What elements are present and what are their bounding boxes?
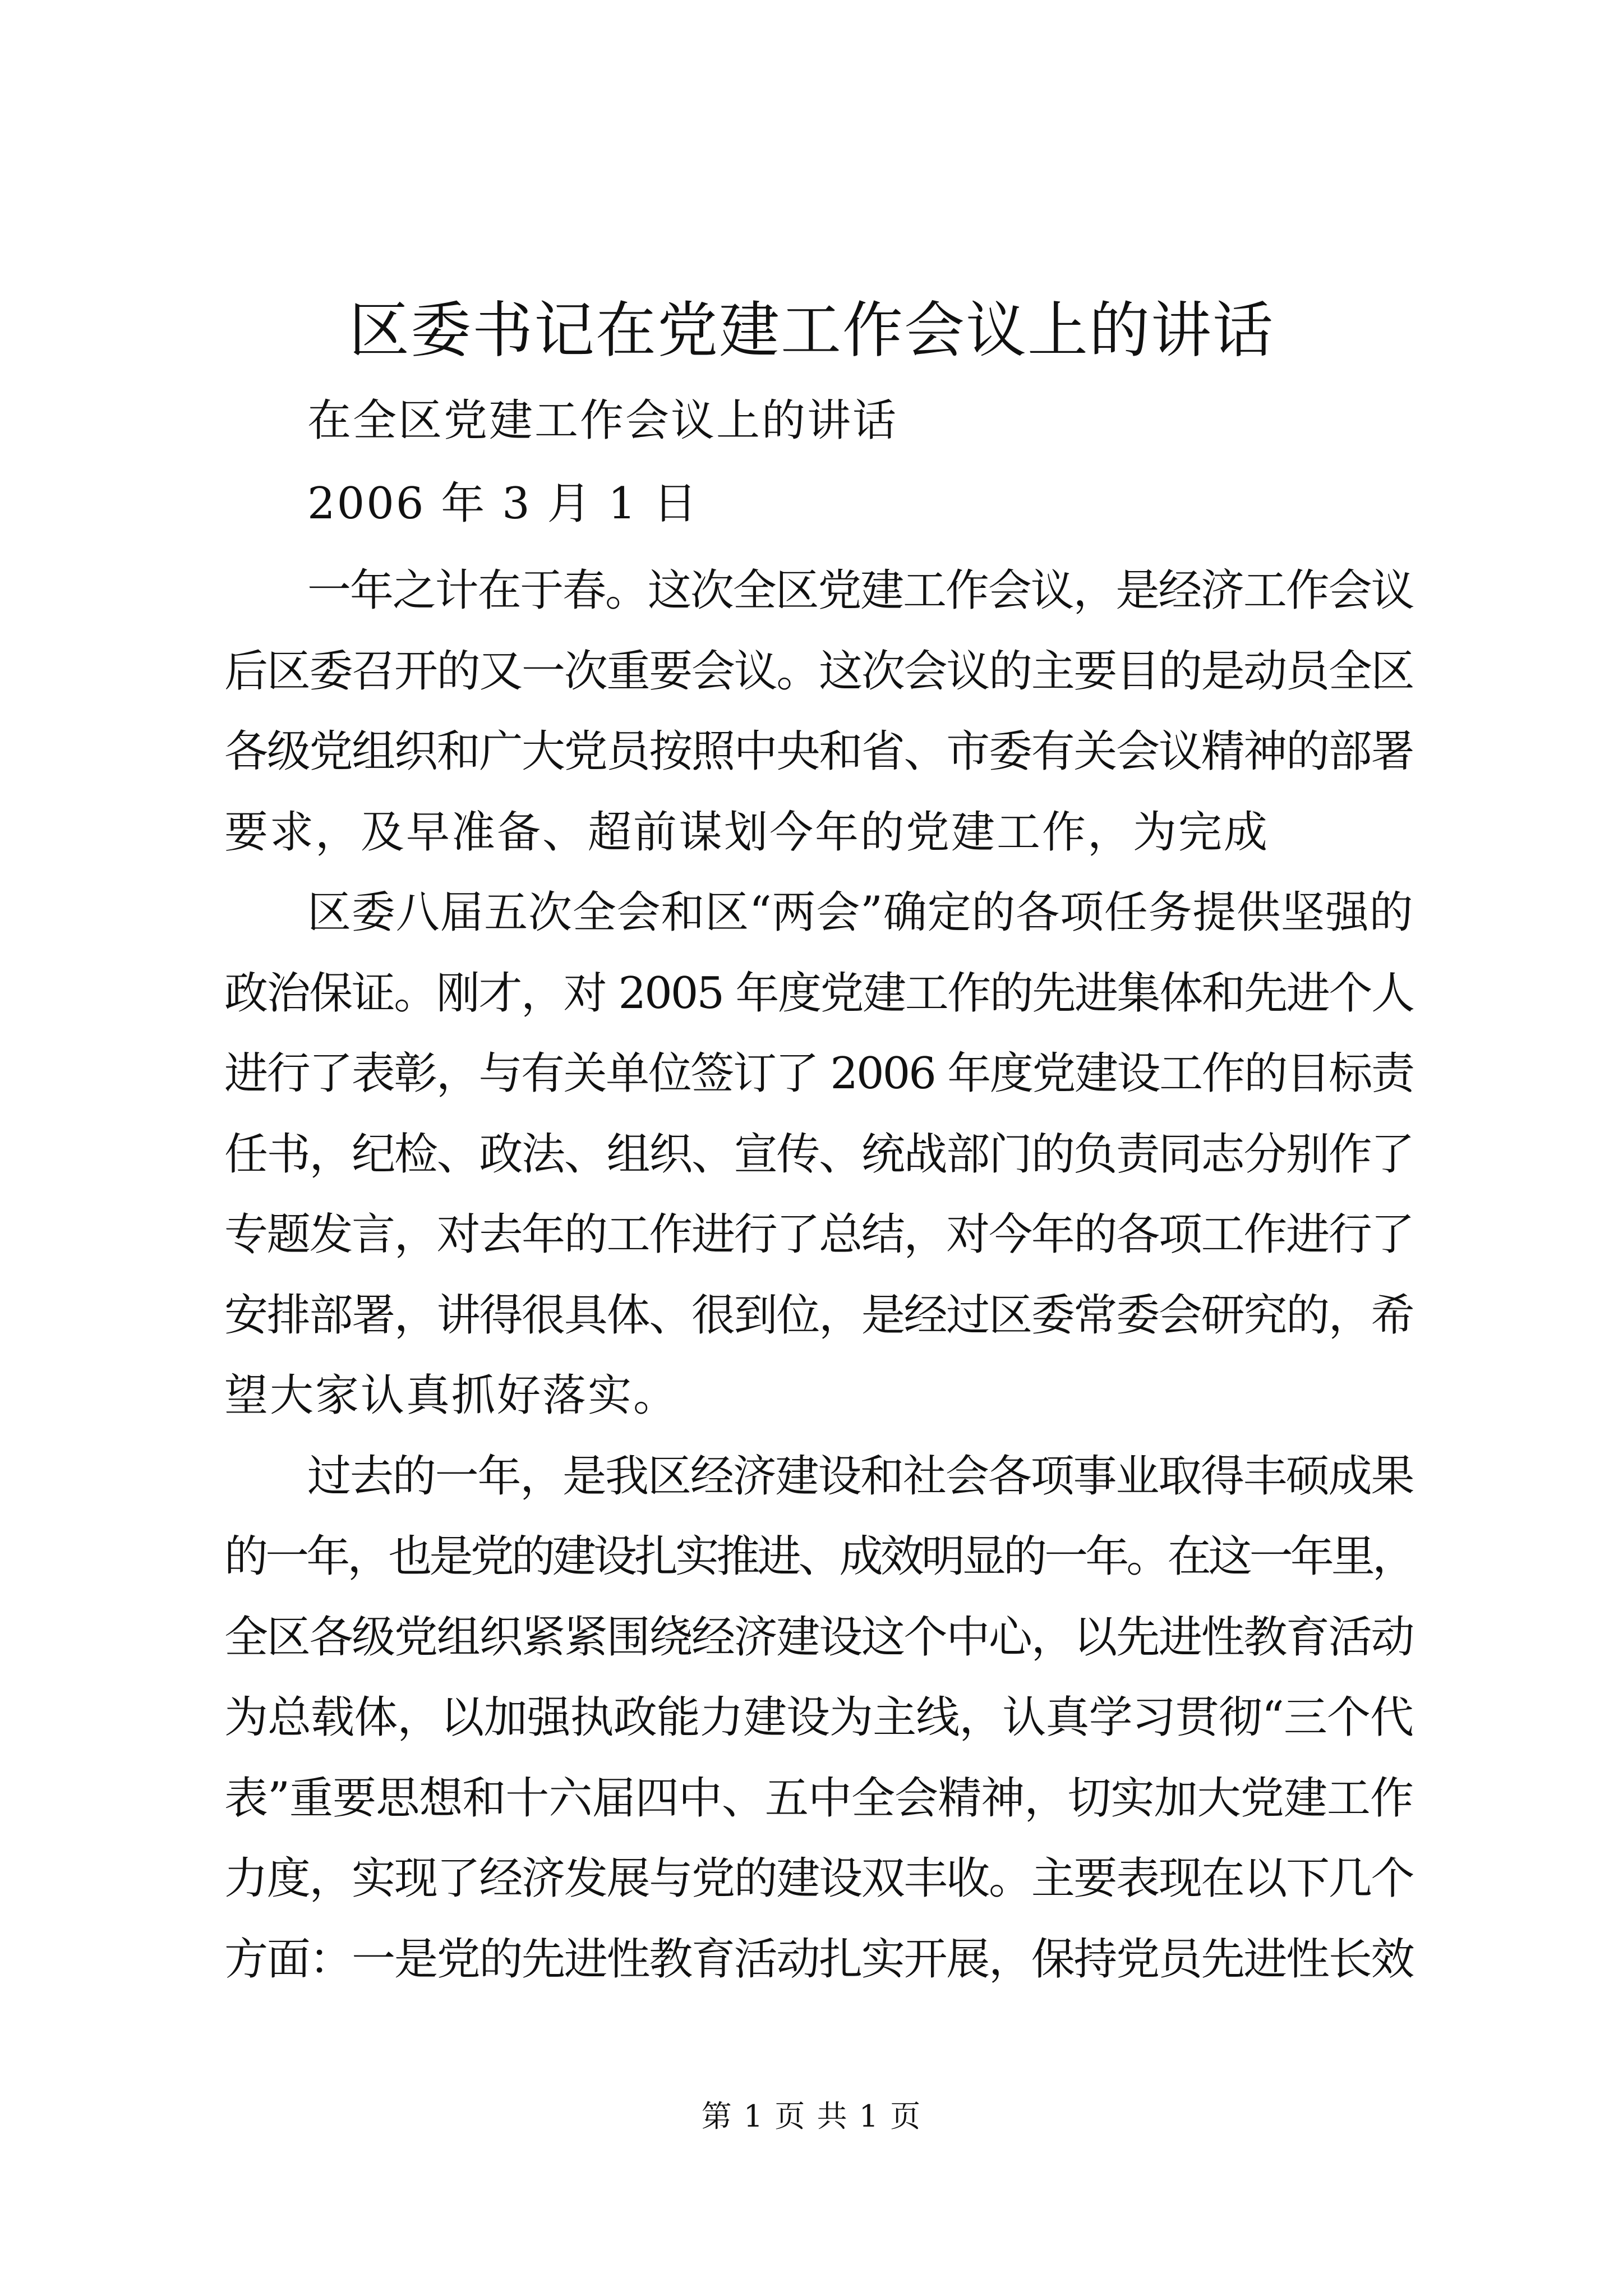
paragraph-line: 一年之计在于春。这次全区党建工作会议，是经济工作会议: [307, 565, 1413, 616]
paragraph-line: 各级党组织和广大党员按照中央和省、市委有关会议精神的部署: [224, 726, 1413, 777]
paragraph-line: 专题发言，对去年的工作进行了总结，对今年的各项工作进行了: [224, 1209, 1413, 1260]
document-body: [224, 551, 1413, 2000]
paragraph-line: 任书，纪检、政法、组织、宣传、统战部门的负责同志分别作了: [224, 1129, 1413, 1180]
paragraph-line: 的一年，也是党的建设扎实推进、成效明显的一年。在这一年里，: [224, 1531, 1413, 1582]
paragraph-line: 望大家认真抓好落实。: [224, 1370, 679, 1421]
paragraph-line: 表”重要思想和十六届四中、五中全会精神，切实加大党建工作: [224, 1773, 1413, 1824]
paragraph-line: 全区各级党组织紧紧围绕经济建设这个中心，以先进性教育活动: [224, 1612, 1413, 1663]
paragraph-line: 安排部署，讲得很具体、很到位，是经过区委常委会研究的，希: [224, 1290, 1413, 1341]
paragraph-line: 要求，及早准备、超前谋划今年的党建工作，为完成: [224, 807, 1270, 858]
paragraph-line: 力度，实现了经济发展与党的建设双丰收。主要表现在以下几个: [224, 1853, 1413, 1904]
speech-date: 2006 年 3 月 1 日: [307, 478, 699, 529]
paragraph-line: 区委八届五次全会和区“两会”确定的各项任务提供坚强的: [307, 887, 1413, 938]
paragraph-line: 后区委召开的又一次重要会议。这次会议的主要目的是动员全区: [224, 646, 1413, 697]
paragraph-line: 为总载体，以加强执政能力建设为主线，认真学习贯彻“三个代: [224, 1692, 1413, 1743]
paragraph-line: 过去的一年，是我区经济建设和社会各项事业取得丰硕成果: [307, 1451, 1413, 1502]
paragraph-line: 进行了表彰，与有关单位签订了 2006 年度党建设工作的目标责: [224, 1048, 1413, 1099]
paragraph-3: [224, 1437, 1413, 2000]
paragraph-line: 方面：一是党的先进性教育活动扎实开展，保持党员先进性长效: [224, 1934, 1413, 1985]
page-number-footer: 第 1 页 共 1 页: [701, 2099, 922, 2134]
paragraph-line: 政治保证。刚才，对 2005 年度党建工作的先进集体和先进个人: [224, 968, 1413, 1019]
speech-subtitle: 在全区党建工作会议上的讲话: [307, 395, 898, 446]
paragraph-2: [224, 873, 1413, 1437]
document-title: 区委书记在党建工作会议上的讲话: [348, 296, 1274, 366]
paragraph-1: [224, 551, 1413, 873]
